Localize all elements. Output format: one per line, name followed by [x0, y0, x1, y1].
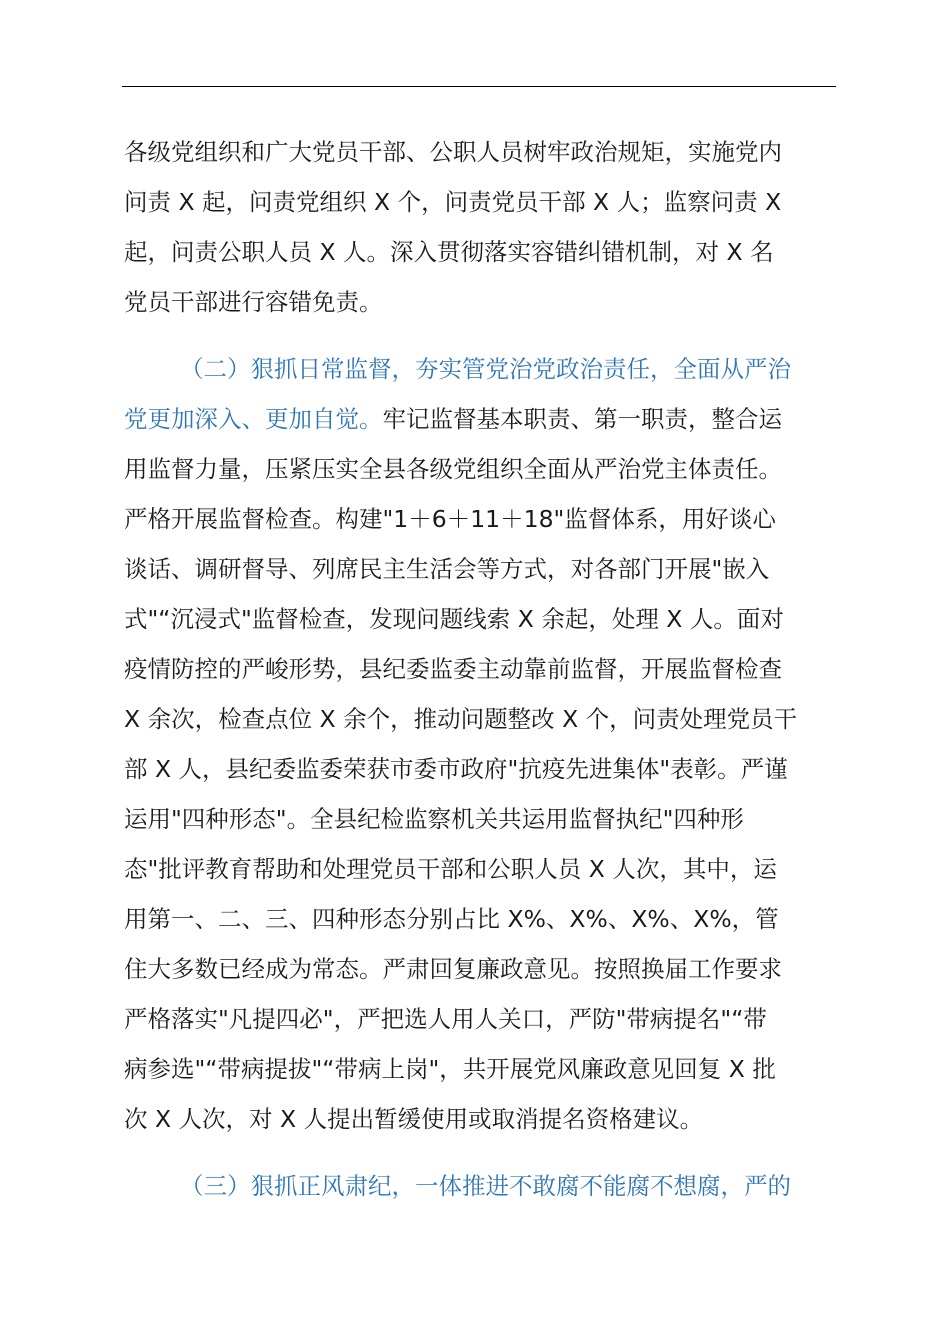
text-line: 起，问责公职人员 X 人。深入贯彻落实容错纠错机制，对 X 名	[124, 238, 774, 266]
text-line	[124, 394, 836, 444]
text-line: 严格开展监督检查。构建"1＋6＋11＋18"监督体系，用好谈心	[124, 505, 776, 533]
document-body	[124, 127, 836, 1211]
text-line: 式"“沉浸式"监督检查，发现问题线索 X 余起，处理 X 人。面对	[124, 605, 784, 633]
text-line: 病参选"“带病提拔"“带病上岗"，共开展党风廉政意见回复 X 批	[124, 1055, 776, 1083]
text-run: 牢记监督基本职责、第一职责，整合运	[382, 405, 782, 433]
text-line: 运用"四种形态"。全县纪检监察机关共运用监督执纪"四种形	[124, 805, 744, 833]
text-line: 态"批评教育帮助和处理党员干部和公职人员 X 人次，其中，运	[124, 855, 777, 883]
text-line: 谈话、调研督导、列席民主生活会等方式，对各部门开展"嵌入	[124, 555, 770, 583]
text-line: 问责 X 起，问责党组织 X 个，问责党员干部 X 人；监察问责 X	[124, 188, 782, 216]
text-line: 疫情防控的严峻形势，县纪委监委主动靠前监督，开展监督检查	[124, 655, 782, 683]
text-line: 次 X 人次，对 X 人提出暂缓使用或取消提名资格建议。	[124, 1105, 704, 1133]
section-heading-3: （三）狠抓正风肃纪，一体推进不敢腐不能腐不想腐，严的	[180, 1172, 791, 1200]
text-line: 各级党组织和广大党员干部、公职人员树牢政治规矩，实施党内	[124, 138, 782, 166]
section-heading-2: （二）狠抓日常监督，夯实管党治党政治责任，全面从严治	[180, 355, 791, 383]
text-line: 党员干部进行容错免责。	[124, 288, 383, 316]
header-rule	[122, 86, 836, 87]
text-line: 住大多数已经成为常态。严肃回复廉政意见。按照换届工作要求	[124, 955, 782, 983]
paragraph-daily-supervision	[124, 344, 836, 1144]
text-line: 用监督力量，压紧压实全县各级党组织全面从严治党主体责任。	[124, 455, 782, 483]
paragraph-accountability	[124, 127, 836, 327]
paragraph-discipline	[124, 1161, 836, 1211]
text-line: 部 X 人，县纪委监委荣获市委市政府"抗疫先进集体"表彰。严谨	[124, 755, 788, 783]
text-line: X 余次，检查点位 X 余个，推动问题整改 X 个，问责处理党员干	[124, 705, 798, 733]
text-line: 严格落实"凡提四必"，严把选人用人关口，严防"带病提名"“带	[124, 1005, 767, 1033]
section-heading-2-cont: 党更加深入、更加自觉。	[124, 405, 383, 433]
text-line: 用第一、二、三、四种形态分别占比 X%、X%、X%、X%，管	[124, 905, 779, 933]
